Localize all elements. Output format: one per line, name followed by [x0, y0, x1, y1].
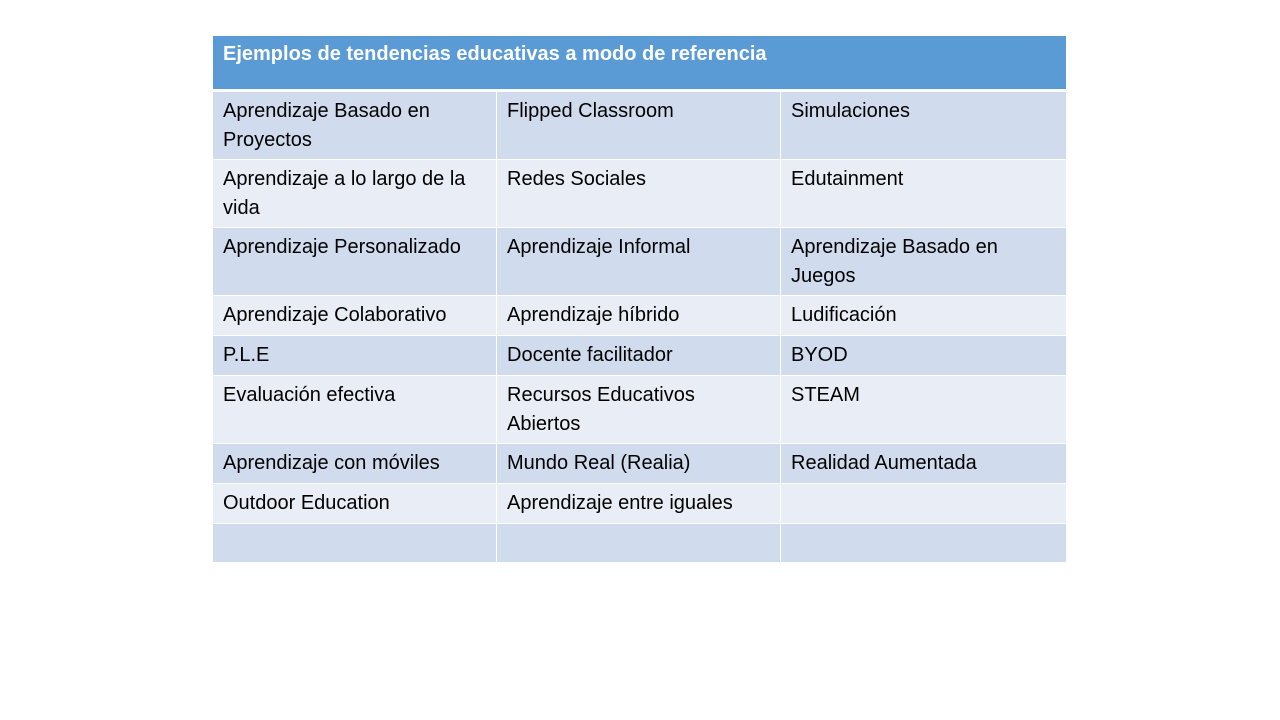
table-header: Ejemplos de tendencias educativas a modo de referencia — [213, 36, 1066, 92]
table-cell: Aprendizaje Basado en Juegos — [791, 236, 998, 287]
table-cell — [497, 524, 781, 562]
table-cell: Aprendizaje Informal — [497, 228, 781, 295]
table-cell: Edutainment — [791, 168, 904, 190]
table-row — [213, 444, 1066, 484]
table-row — [213, 376, 1066, 444]
table-row — [213, 484, 1066, 524]
table-cell: STEAM — [791, 384, 860, 406]
table-cell: Evaluación efectiva — [213, 376, 497, 443]
table-cell: Docente facilitador — [497, 336, 781, 375]
table-cell: Realidad Aumentada — [791, 452, 977, 474]
table-row — [213, 160, 1066, 228]
table-cell: Recursos Educativos Abiertos — [497, 376, 781, 443]
table-cell: Aprendizaje Basado en Proyectos — [213, 92, 497, 159]
trends-table — [213, 36, 1066, 562]
table-cell: Redes Sociales — [497, 160, 781, 227]
table-cell: P.L.E — [213, 336, 497, 375]
table-cell — [781, 524, 1066, 562]
table-cell — [781, 484, 1066, 523]
table-cell: Aprendizaje a lo largo de la vida — [213, 160, 497, 227]
table-row — [213, 296, 1066, 336]
table-row — [213, 336, 1066, 376]
table-cell: Outdoor Education — [213, 484, 497, 523]
table-row — [213, 524, 1066, 562]
table-cell: Mundo Real (Realia) — [497, 444, 781, 483]
table-cell — [213, 524, 497, 562]
table-cell: Flipped Classroom — [497, 92, 781, 159]
table-cell: Aprendizaje Colaborativo — [213, 296, 497, 335]
table-cell: Ludificación — [791, 304, 897, 326]
table-row — [213, 228, 1066, 296]
table-cell: Aprendizaje entre iguales — [497, 484, 781, 523]
table-cell: Aprendizaje híbrido — [497, 296, 781, 335]
table-cell: Simulaciones — [791, 100, 910, 122]
table-cell: BYOD — [791, 344, 848, 366]
table-row — [213, 92, 1066, 160]
table-cell: Aprendizaje con móviles — [213, 444, 497, 483]
table-cell: Aprendizaje Personalizado — [213, 228, 497, 295]
